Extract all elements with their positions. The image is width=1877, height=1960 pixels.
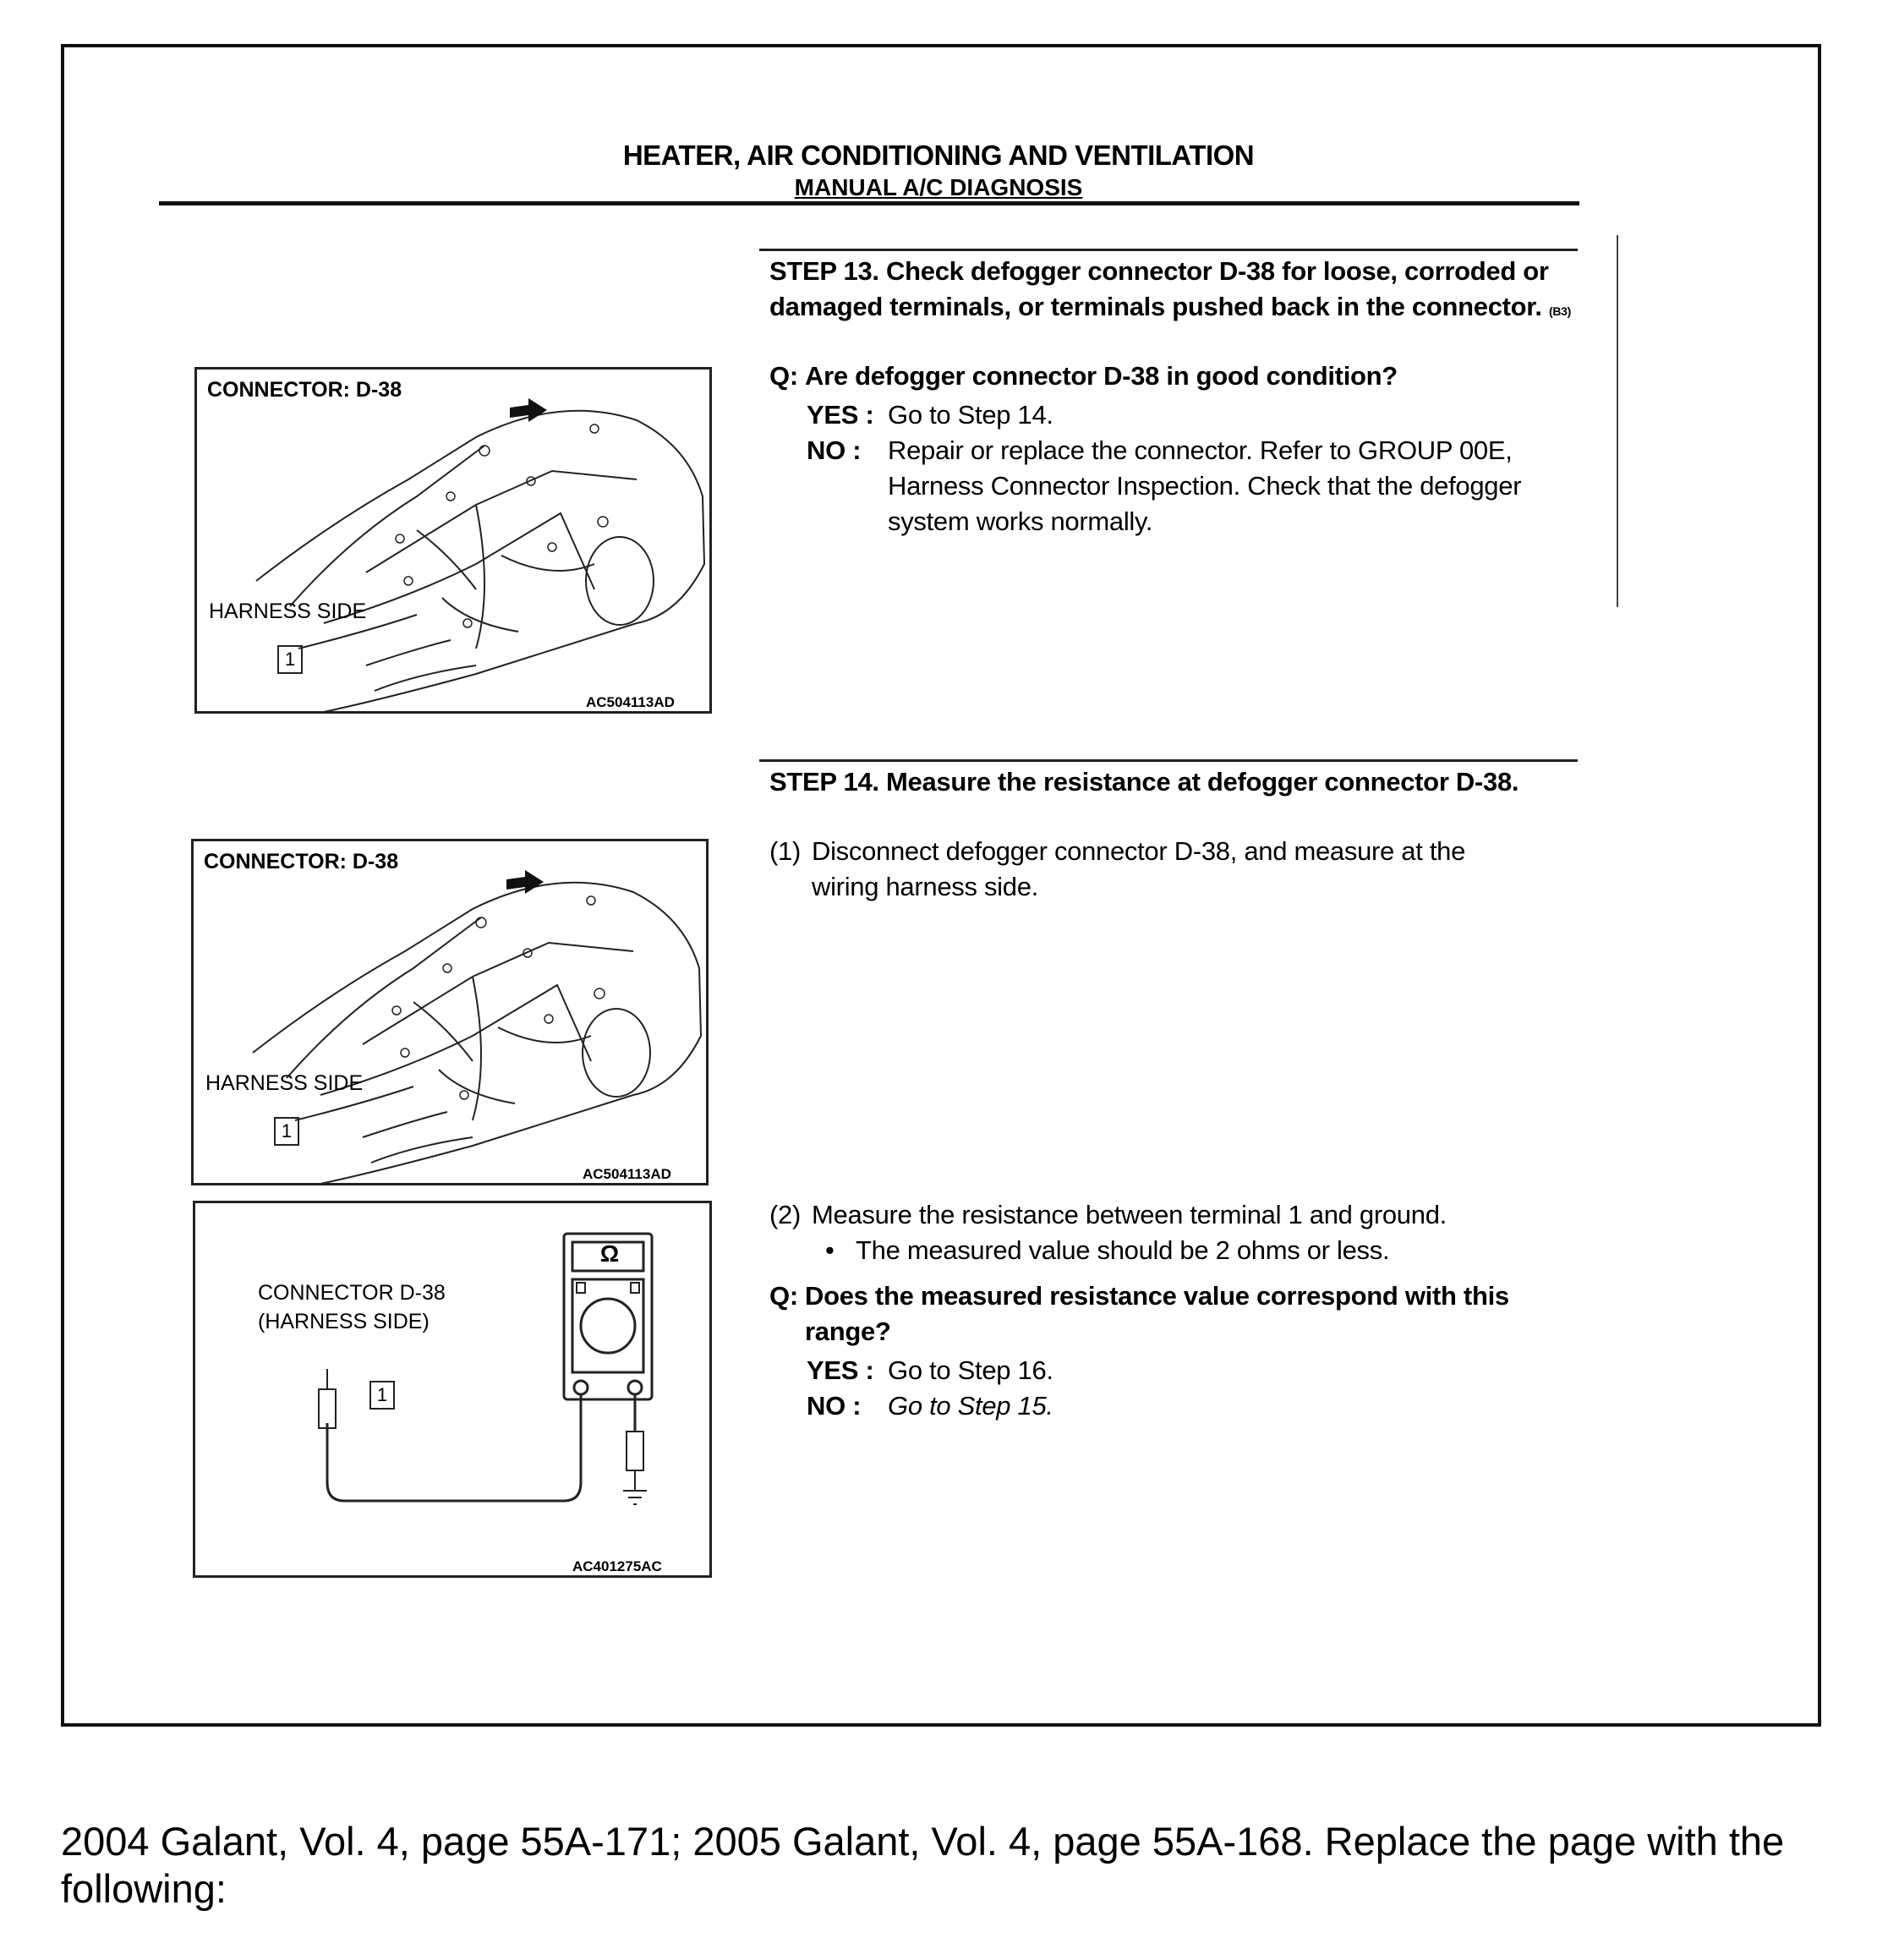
fig2-terminal-icon: 1 xyxy=(274,1117,299,1146)
fig2-connector-label: CONNECTOR: D-38 xyxy=(204,850,399,873)
step14-question-text: Does the measured resistance value correspond with this range? xyxy=(805,1281,1509,1346)
step13-no xyxy=(807,433,1568,543)
fig1-harness-label: HARNESS SIDE xyxy=(209,599,367,623)
step14-no-value: Go to Step 15. xyxy=(888,1391,1053,1421)
step14-item2-text: Measure the resistance between terminal 1 and ground. xyxy=(812,1200,1447,1229)
figure-connector-d38-1 xyxy=(194,367,712,714)
margin-line xyxy=(1617,235,1618,607)
step13-no-value: Repair or replace the connector. Refer to GROUP 00E, Harness Connector Inspection. Check that the defogger system works normally. xyxy=(888,435,1522,536)
step14-title: STEP 14. Measure the resistance at defogger connector D-38. xyxy=(769,767,1519,797)
arrow-icon xyxy=(510,398,547,422)
step13-title-text: STEP 13. Check defogger connector D-38 for loose, corroded or damaged terminals, or terminals pushed back in the connector. xyxy=(769,256,1549,321)
fig2-harness-label: HARNESS SIDE xyxy=(205,1071,364,1095)
step14-item2-num: (2) xyxy=(769,1200,801,1229)
step14-yes-key: YES : xyxy=(807,1355,874,1385)
header-title: HEATER, AIR CONDITIONING AND VENTILATION xyxy=(622,140,1255,171)
step13-question xyxy=(769,359,1581,394)
fig3-terminal-icon: 1 xyxy=(369,1381,395,1410)
step14-bullet-text: The measured value should be 2 ohms or less. xyxy=(856,1235,1390,1265)
figure-ohmmeter xyxy=(193,1201,712,1578)
fig3-harness-label: (HARNESS SIDE) xyxy=(258,1310,430,1333)
fig1-connector-label: CONNECTOR: D-38 xyxy=(207,378,402,402)
ohm-symbol-icon: Ω xyxy=(599,1240,620,1267)
ohmmeter-illustration xyxy=(195,1203,714,1580)
step14-rule xyxy=(759,759,1578,762)
step14-no xyxy=(807,1388,1398,1424)
bullet-icon: • xyxy=(825,1235,835,1265)
step14-yes xyxy=(807,1353,1398,1388)
page-caption: 2004 Galant, Vol. 4, page 55A-171; 2005 Galant, Vol. 4, page 55A-168. Replace the page with the following: xyxy=(61,1819,1785,1911)
step13-yes-key: YES : xyxy=(807,400,874,430)
step14-q-mark: Q: xyxy=(769,1281,798,1311)
step13-yes-value: Go to Step 14. xyxy=(888,400,1053,430)
step14-item1-num: (1) xyxy=(769,836,801,866)
step14-question xyxy=(769,1278,1581,1350)
step14-yes-value: Go to Step 16. xyxy=(888,1355,1053,1385)
fig2-code: AC504113AD xyxy=(583,1166,671,1182)
fig3-connector-label: CONNECTOR D-38 xyxy=(258,1281,446,1305)
step13-yes xyxy=(807,397,1568,433)
figure-connector-d38-2 xyxy=(191,839,709,1185)
car-harness-illustration xyxy=(194,841,711,1188)
step13-q-mark: Q: xyxy=(769,361,798,391)
step14-bullet xyxy=(825,1233,1569,1268)
step14-item2 xyxy=(769,1197,1581,1233)
header-rule xyxy=(159,201,1579,205)
step13-rule xyxy=(759,249,1578,251)
step13-ref: (B3) xyxy=(1549,304,1572,318)
fig1-code: AC504113AD xyxy=(586,694,675,710)
step13-title xyxy=(769,254,1581,329)
step14-item1-text: Disconnect defogger connector D-38, and measure at the wiring harness side. xyxy=(812,836,1466,901)
header-subtitle: MANUAL A/C DIAGNOSIS xyxy=(794,174,1083,200)
ground-icon xyxy=(623,1491,647,1504)
arrow-icon xyxy=(506,870,544,894)
step14-no-key: NO : xyxy=(807,1391,862,1421)
car-harness-illustration xyxy=(197,370,714,716)
step13-question-text: Are defogger connector D-38 in good condition? xyxy=(805,361,1398,391)
step14-item1 xyxy=(769,834,1581,910)
fig1-terminal-icon: 1 xyxy=(277,645,303,674)
step13-no-key: NO : xyxy=(807,435,862,465)
fig3-code: AC401275AC xyxy=(572,1558,662,1574)
